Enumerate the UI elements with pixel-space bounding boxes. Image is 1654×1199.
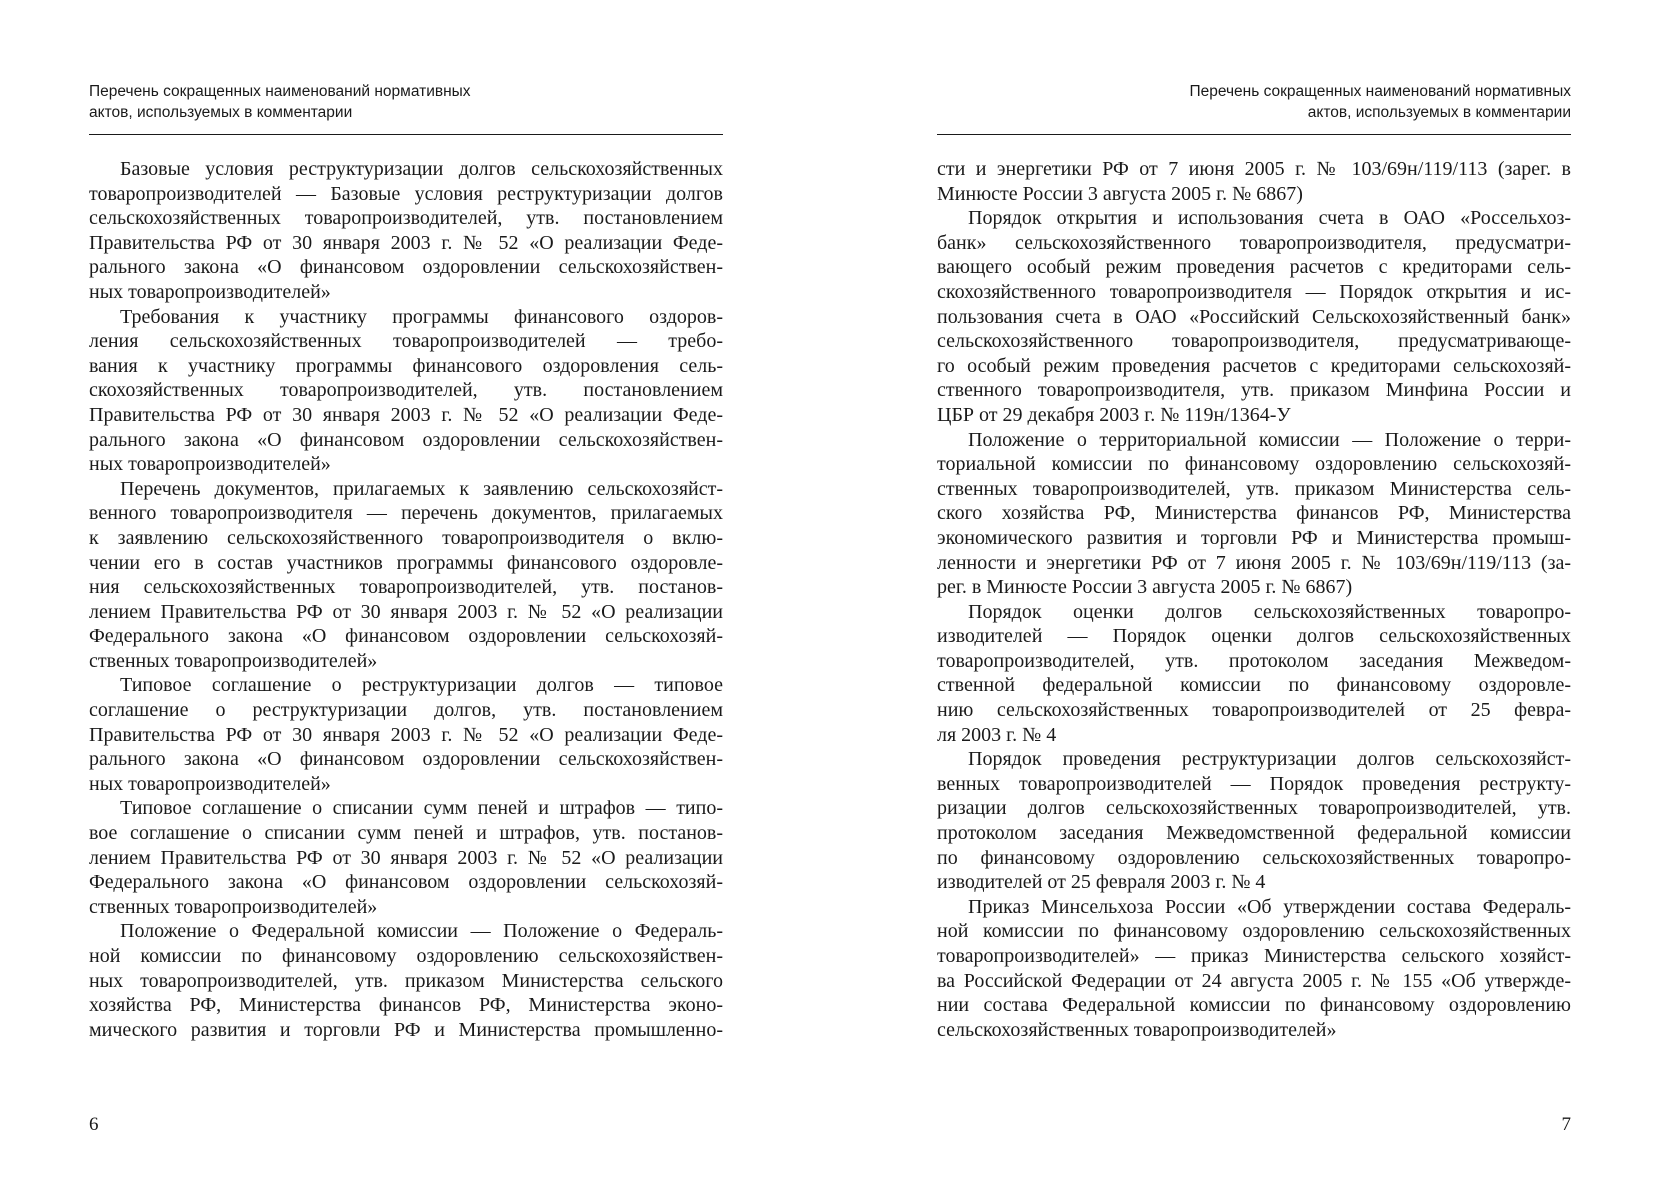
text-line: сти и энергетики РФ от 7 июня 2005 г. № 103/69н/119/113 (зарег. в (937, 158, 1571, 180)
text-line: венных товаропроизводителей — Порядок проведения реструкту- (937, 772, 1571, 795)
text-line: Порядок оценки долгов сельскохозяйственных товаропро- (968, 600, 1571, 623)
text-line: ния сельскохозяйственных товаропроизводителей, утв. постанов- (89, 576, 723, 599)
text-line: товаропроизводителей, утв. протоколом заседания Межведом- (937, 649, 1571, 672)
text-line: ва Российской Федерации от 24 августа 2005 г. № 155 «Об утвержде- (937, 969, 1571, 992)
text-line: вающего особый режим проведения расчетов с кредиторами сель- (937, 256, 1571, 279)
text-line: ЦБР от 29 декабря 2003 г. № 119н/1364-У (937, 403, 1291, 426)
text-line: Положение о Федеральной комиссии — Положение о Федераль- (120, 920, 723, 943)
running-header-line-1: Перечень сокращенных наименований нормативных (89, 83, 471, 100)
text-line: ления сельскохозяйственных товаропроизводителей — требо- (89, 330, 723, 353)
text-line: скохозяйственных товаропроизводителей, утв. постановлением (89, 379, 723, 402)
text-line: сельскохозяйственных товаропроизводителей, утв. постановлением (89, 207, 723, 230)
text-line: банк» сельскохозяйственного товаропроизводителя, предусматри- (937, 231, 1571, 254)
text-line: ториальной комиссии по финансовому оздоровлению сельскохозяй- (937, 453, 1571, 476)
header-rule (89, 134, 723, 135)
text-line: нию сельскохозяйственных товаропроизводителей от 25 февра- (937, 699, 1571, 722)
running-header (89, 81, 723, 123)
running-header (937, 81, 1571, 123)
text-line: ной комиссии по финансовому оздоровлению сельскохозяйствен- (89, 945, 723, 967)
text-line: соглашение о реструктуризации долгов, утв. постановлением (89, 699, 723, 722)
text-line: по финансовому оздоровлению сельскохозяйственных товаропро- (937, 846, 1571, 869)
text-line: ственной федеральной комиссии по финансовому оздоровле- (937, 674, 1571, 697)
text-line: лением Правительства РФ от 30 января 2003 г. № 52 «О реализации (89, 600, 723, 623)
text-line: хозяйства РФ, Министерства финансов РФ, Министерства эконо- (89, 994, 723, 1017)
text-line: Приказ Минсельхоза России «Об утверждении состава Федераль- (968, 895, 1571, 918)
text-line: Федерального закона «О финансовом оздоровлении сельскохозяй- (89, 871, 723, 894)
text-line: Минюсте России 3 августа 2005 г. № 6867) (937, 182, 1303, 205)
header-rule (937, 134, 1571, 135)
text-line: Положение о территориальной комиссии — Положение о терри- (968, 428, 1571, 451)
text-line: рального закона «О финансовом оздоровлении сельскохозяйствен- (89, 428, 723, 451)
text-line: Перечень документов, прилагаемых к заявлению сельскохозяйст- (120, 477, 723, 500)
running-header-line-2: актов, используемых в комментарии (1307, 104, 1571, 121)
text-line: Типовое соглашение о списании сумм пеней и штрафов — типо- (120, 797, 723, 820)
text-line: сельскохозяйственных товаропроизводителей» (937, 1018, 1337, 1041)
text-line: ственных товаропроизводителей» (89, 895, 378, 918)
page-number: 6 (89, 1114, 99, 1135)
text-line: Правительства РФ от 30 января 2003 г. № 52 «О реализации Феде- (89, 231, 723, 254)
text-line: изводителей — Порядок оценки долгов сельскохозяйственных (937, 625, 1571, 648)
body-text (89, 157, 723, 1042)
text-line: Правительства РФ от 30 января 2003 г. № 52 «О реализации Феде- (89, 723, 723, 746)
text-line: чении его в состав участников программы финансового оздоровле- (89, 551, 723, 574)
text-line: Требования к участнику программы финансового оздоров- (120, 305, 723, 328)
text-line: ственных товаропроизводителей, утв. приказом Министерства сель- (937, 477, 1571, 500)
text-line: мического развития и торговли РФ и Министерства промышленно- (89, 1018, 723, 1041)
text-line: протоколом заседания Межведомственной федеральной комиссии (937, 822, 1571, 845)
text-line: лением Правительства РФ от 30 января 2003 г. № 52 «О реализации (89, 846, 723, 869)
text-line: ных товаропроизводителей, утв. приказом Министерства сельского (89, 969, 723, 992)
text-line: ственного товаропроизводителя, утв. приказом Минфина России и (937, 379, 1571, 402)
text-line: товаропроизводителей — Базовые условия реструктуризации долгов (89, 182, 723, 205)
text-line: Типовое соглашение о реструктуризации долгов — типовое (120, 674, 723, 697)
text-line: Правительства РФ от 30 января 2003 г. № 52 «О реализации Феде- (89, 403, 723, 426)
text-line: ля 2003 г. № 4 (937, 723, 1057, 746)
text-line: экономического развития и торговли РФ и Министерства промыш- (937, 526, 1571, 549)
text-line: ной комиссии по финансовому оздоровлению сельскохозяйственных (937, 920, 1571, 943)
text-line: ского хозяйства РФ, Министерства финансов РФ, Министерства (937, 502, 1571, 525)
page-number: 7 (1561, 1114, 1571, 1135)
text-line: ризации долгов сельскохозяйственных товаропроизводителей, утв. (937, 797, 1571, 820)
text-line: рального закона «О финансовом оздоровлении сельскохозяйствен- (89, 748, 723, 771)
text-line: скохозяйственного товаропроизводителя — Порядок открытия и ис- (937, 280, 1571, 303)
text-line: вания к участнику программы финансового оздоровления сель- (89, 354, 723, 377)
text-line: вое соглашение о списании сумм пеней и штрафов, утв. постанов- (89, 822, 723, 845)
body-text (937, 157, 1571, 1042)
text-line: Порядок проведения реструктуризации долгов сельскохозяйст- (968, 748, 1571, 771)
text-line: венного товаропроизводителя — перечень документов, прилагаемых (89, 502, 723, 525)
text-line: Порядок открытия и использования счета в ОАО «Россельхоз- (968, 207, 1571, 230)
text-line: пользования счета в ОАО «Российский Сельскохозяйственный банк» (937, 305, 1571, 328)
text-line: к заявлению сельскохозяйственного товаропроизводителя о вклю- (89, 526, 723, 549)
text-line: ленности и энергетики РФ от 7 июня 2005 г. № 103/69н/119/113 (за- (937, 551, 1571, 574)
text-line: го особый режим проведения расчетов с кредиторами сельскохозяй- (937, 354, 1571, 377)
text-line: товаропроизводителей» — приказ Министерства сельского хозяйст- (937, 945, 1571, 967)
running-header-line-1: Перечень сокращенных наименований нормативных (1189, 83, 1571, 100)
text-line: рального закона «О финансовом оздоровлении сельскохозяйствен- (89, 256, 723, 279)
text-line: нии состава Федеральной комиссии по финансовому оздоровлению (937, 994, 1571, 1017)
text-line: ственных товаропроизводителей» (89, 649, 378, 672)
running-header-line-2: актов, используемых в комментарии (89, 104, 353, 121)
text-line: Базовые условия реструктуризации долгов сельскохозяйственных (120, 158, 723, 180)
text-line: ных товаропроизводителей» (89, 280, 331, 303)
text-line: ных товаропроизводителей» (89, 453, 331, 476)
text-line: ных товаропроизводителей» (89, 772, 331, 795)
text-line: рег. в Минюсте России 3 августа 2005 г. № 6867) (937, 576, 1353, 599)
text-line: Федерального закона «О финансовом оздоровлении сельскохозяй- (89, 625, 723, 648)
text-line: изводителей от 25 февраля 2003 г. № 4 (937, 871, 1266, 894)
text-line: сельскохозяйственного товаропроизводителя, предусматривающе- (937, 330, 1571, 353)
